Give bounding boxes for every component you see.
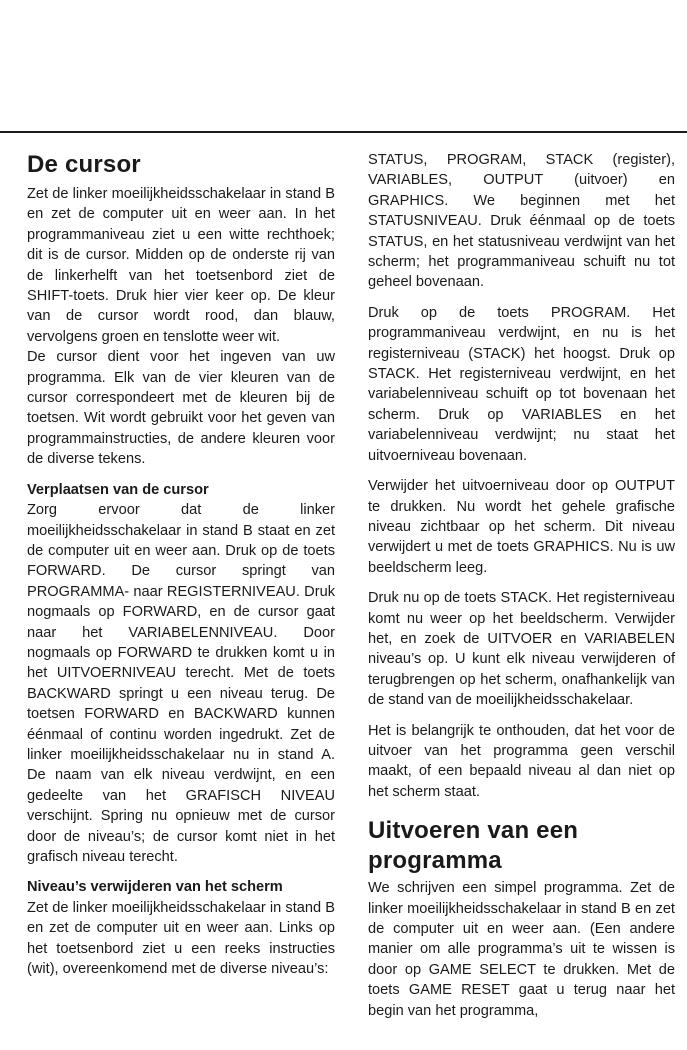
paragraph: De cursor dient voor het ingeven van uw programma. Elk van de vier kleuren van de cursor correspondeert met de kleuren bij de toetsen. Wit wordt gebruikt voor het geven van programmainstructies, de andere kleuren voor de diverse tekens. bbox=[27, 349, 335, 468]
paragraph: Verwijder het uitvoerniveau door op OUTPUT te drukken. Nu wordt het gehele grafische niveau zichtbaar op het scherm. Dit niveau verwijdert u met de toets GRAPHICS. Nu is uw beeldscherm leeg. bbox=[368, 478, 675, 576]
subheading-remove-levels: Niveau’s verwijderen van het scherm bbox=[27, 879, 283, 896]
paragraph: Druk op de toets PROGRAM. Het programmaniveau verdwijnt, en nu is het registerniveau (STACK) het hoogst. Druk op STACK. Het registerniveau verdwijnt, en het variabelenniveau schuift op tot bovenaan het scherm. Druk op VARIABLES en het variabelenniveau verdwijnt; nu staat het uitvoerniveau bovenaan. bbox=[368, 304, 675, 464]
paragraph: We schrijven een simpel programma. Zet de linker moeilijkheidsschakelaar in stand B en zet de computer uit en weer aan. (Een andere manier om alle programma’s uit te wissen is door op GAME SELECT te drukken. Met de toets GAME RESET gaat u terug naar het begin van het programma, bbox=[368, 880, 675, 1019]
section-heading-run-program: Uitvoeren van een programma bbox=[368, 817, 579, 875]
paragraph: Druk nu op de toets STACK. Het registerniveau komt nu weer op het beeldscherm. Verwijder het, en zoek de UITVOER en VARIABELEN niveau’s op. U kunt elk niveau verwijderen of terugbrengen op het scherm, onafhankelijk van de stand van de moeilijkheidsschakelaar. bbox=[368, 590, 675, 709]
subheading-move-cursor: Verplaatsen van de cursor bbox=[27, 481, 209, 498]
paragraph: Zet de linker moeilijkheidsschakelaar in stand B en zet de computer uit en weer aan. Links op het toetsenbord ziet u een reeks instructies (wit), overeenkomend met de diverse niveau’s: bbox=[27, 899, 335, 978]
left-column bbox=[27, 150, 335, 979]
paragraph: Zorg ervoor dat de linker moeilijkheidsschakelaar in stand B staat en zet de computer uit en weer aan. Druk op de toets FORWARD. De cursor springt van PROGRAMMA- naar REGISTERNIVEAU. Druk nogmaals op FORWARD, en de cursor gaat naar het VARIABELENNIVEAU. Door nogmaals op FORWARD te drukken komt u in het UITVOERNIVEAU terecht. Met de toets BACKWARD springt u een niveau terug. De toetsen FORWARD en BACKWARD kunnen éénmaal of continu worden ingedrukt. Zet de linker moeilijkheidsschakelaar nu in stand A. De naam van elk niveau verdwijnt, en een gedeelte van het GRAFISCH NIVEAU verschijnt. Spring nu opnieuw met de cursor door de niveau’s; de cursor komt niet in het grafisch niveau terecht. bbox=[27, 502, 335, 865]
section-heading-cursor: De cursor bbox=[27, 151, 141, 178]
right-column bbox=[368, 150, 675, 1021]
paragraph: STATUS, PROGRAM, STACK (register), VARIABLES, OUTPUT (uitvoer) en GRAPHICS. We beginnen met het STATUSNIVEAU. Druk éénmaal op de toets STATUS, en het statusniveau verdwijnt van het scherm; het programmaniveau schuift nu tot geheel bovenaan. bbox=[368, 152, 675, 291]
paragraph: Zet de linker moeilijkheidsschakelaar in stand B en zet de computer uit en weer aan. In het programmaniveau ziet u een witte rechthoek; dit is de cursor. Midden op de onderste rij van de linkerhelft van het toetsenbord ziet de SHIFT-toets. Druk hier vier keer op. De kleur van de cursor wordt rood, dan blauw, vervolgens groen en tenslotte weer wit. bbox=[27, 186, 335, 345]
header-rule bbox=[0, 131, 687, 133]
paragraph: Het is belangrijk te onthouden, dat het voor de uitvoer van het programma geen verschil maakt, of een bepaald niveau al dan niet op het scherm staat. bbox=[368, 722, 675, 800]
